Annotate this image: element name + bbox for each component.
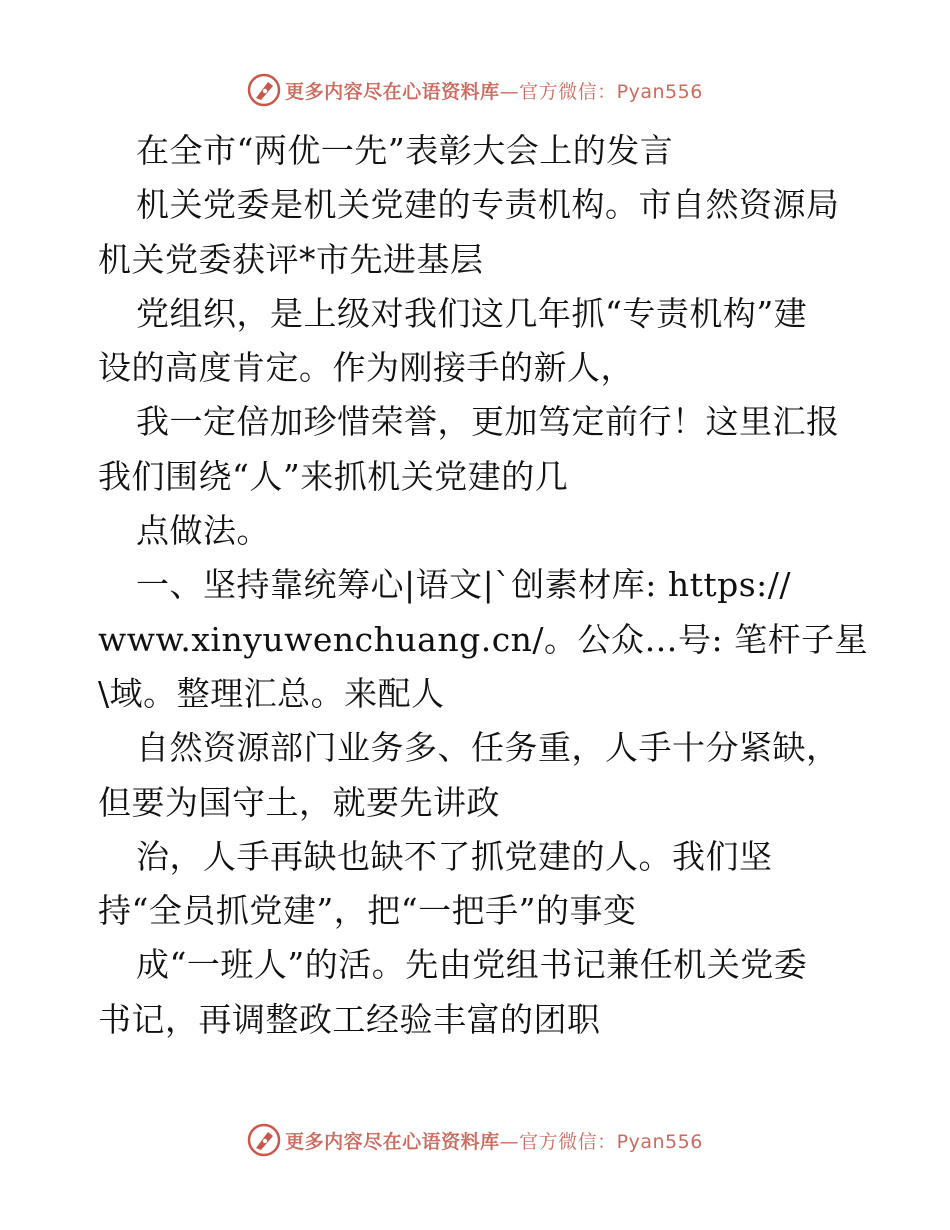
document-title: 在全市“两优一先”表彰大会上的发言	[136, 131, 674, 170]
section-heading-line: 一、坚持靠统筹心|语文|`创素材库: https://	[136, 565, 792, 605]
document-body	[98, 124, 869, 1047]
paragraph-line: 党组织，是上级对我们这几年抓“专责机构”建	[136, 293, 808, 333]
paragraph-line: \域。整理汇总。来配人	[98, 673, 445, 713]
paragraph-line: 点做法。	[136, 511, 270, 551]
paragraph-line: 机关党委是机关党建的专责机构。市自然资源局	[136, 185, 840, 225]
paragraph-line: 机关党委获评*市先进基层	[98, 239, 484, 279]
header-watermark-banner	[0, 70, 950, 110]
paragraph-line: www.xinyuwenchuang.cn/。公众…号: 笔杆子星	[98, 619, 869, 659]
watermark-text	[285, 1127, 703, 1154]
paragraph-line: 我们围绕“人”来抓机关党建的几	[98, 456, 569, 496]
paragraph-line: 成“一班人”的活。先由党组书记兼任机关党委	[136, 945, 808, 985]
paragraph-line: 治，人手再缺也缺不了抓党建的人。我们坚	[136, 836, 773, 876]
paragraph-line: 持“全员抓党建”，把“一把手”的事变	[98, 891, 637, 931]
paragraph-line: 设的高度肯定。作为刚接手的新人，	[98, 348, 634, 388]
watermark-wechat-text: —官方微信：Pyan556	[499, 80, 703, 103]
pen-nib-logo-icon	[247, 73, 281, 107]
watermark-text	[285, 77, 703, 104]
paragraph-line: 书记，再调整政工经验丰富的团职	[98, 999, 601, 1039]
paragraph-line: 但要为国守土，就要先讲政	[98, 782, 500, 822]
paragraph-line: 我一定倍加珍惜荣誉，更加笃定前行！这里汇报	[136, 402, 840, 442]
footer-watermark-banner	[0, 1120, 950, 1160]
watermark-wechat-text: —官方微信：Pyan556	[499, 1130, 703, 1153]
pen-nib-logo-icon	[247, 1123, 281, 1157]
watermark-main-text: 更多内容尽在心语资料库	[285, 1130, 500, 1153]
watermark-main-text: 更多内容尽在心语资料库	[285, 80, 500, 103]
paragraph-line: 自然资源部门业务多、任务重，人手十分紧缺，	[136, 728, 840, 768]
